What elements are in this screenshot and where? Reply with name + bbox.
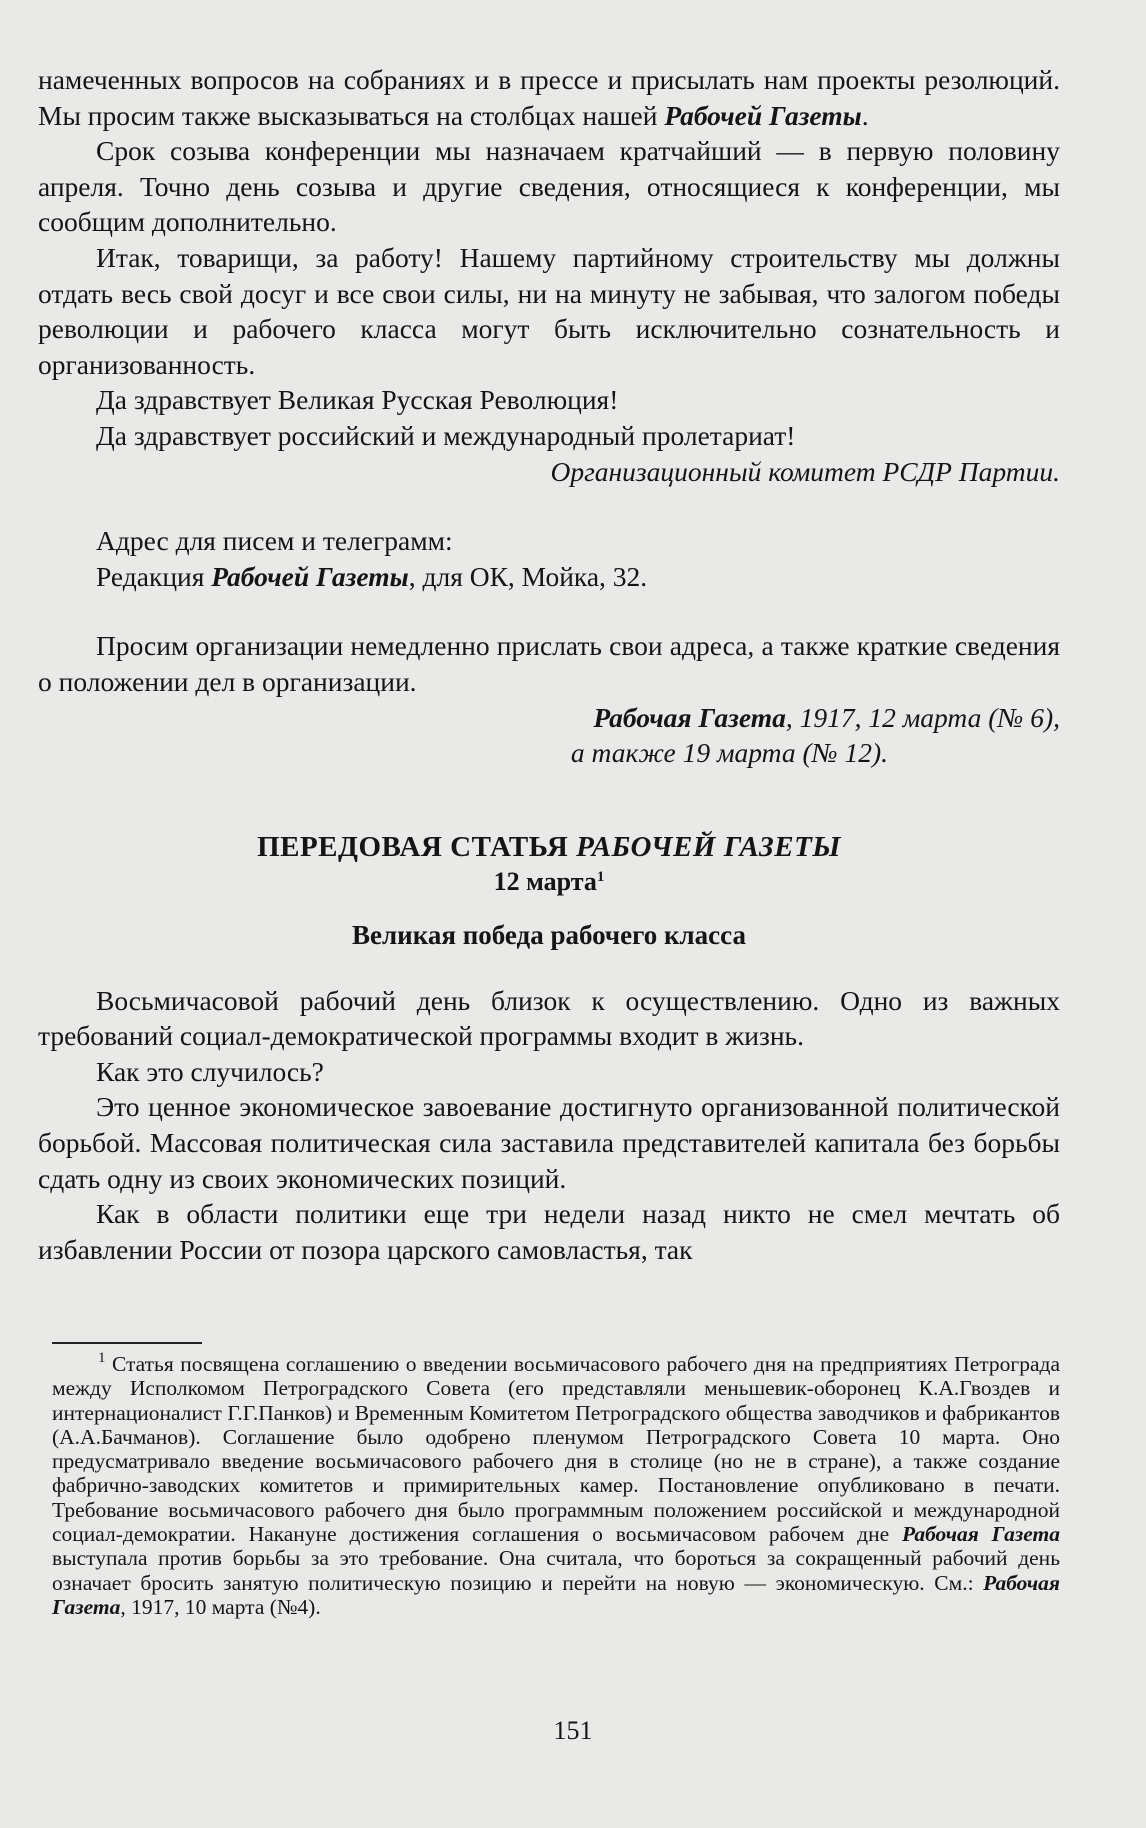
article-paragraph-1: Восьмичасовой рабочий день близок к осуществлению. Одно из важных требований социал-демократической программы входит в жизнь. xyxy=(38,984,1060,1052)
footnote-marker: 1 xyxy=(596,868,605,885)
source-citation-1: Рабочая Газета, 1917, 12 марта (№ 6), xyxy=(593,701,1060,733)
footnote-text: $^1$ Статья посвящена соглашению о введении восьмичасового рабочего дня на предприятиях Петрограда между Исполкомом Петроградского Совета (его представляли меньшевик-оборонец К.А.Гвоздев и интернационалист Г.Г.Панков) и Временным Комитетом Петроградского общества заводчиков и фабрикантов (А.А.Бачманов). Соглашение было одобрено пленумом Петроградского Совета 10 марта. Оно предусматривало введение восьмичасового рабочего дня в столице (но не в стране), а также создание фабрично-заводских комитетов и примирительных камер. Постановление опубликовано в печати. Требование восьмичасового рабочего дня было программным положением российской и международной социал-демократии. Накануне достижения соглашения о восьмичасовом рабочем дне Рабочая Газета выступала против борьбы за это требование. Она считала, что бороться за сокращенный рабочий день означает бросить занятую политическую позицию и перейти на новую — экономическую. См.: Рабочая Газета, 1917, 10 марта (№4). xyxy=(52,1350,1061,1619)
newspaper-title: Рабочей Газеты xyxy=(664,99,862,131)
article-date: 12 марта$^1$ xyxy=(493,866,605,896)
slogan-1: Да здравствует Великая Русская Революция! xyxy=(96,384,619,416)
source-citation-2: а также 19 марта (№ 12). xyxy=(570,737,888,769)
newspaper-title: Рабочая Газета xyxy=(593,701,786,733)
upper-text-block xyxy=(38,62,1060,1267)
address-label: Адрес для писем и телеграмм: xyxy=(96,525,453,557)
article-paragraph-2: Как это случилось? xyxy=(96,1055,324,1087)
article-subtitle: Великая победа рабочего класса xyxy=(352,919,746,950)
article-paragraph-3: Это ценное экономическое завоевание достигнуто организованной политической борьбой. Массовая политическая сила заставила представителей капитала без борьбы сдать одну из своих экономических позиций. xyxy=(38,1091,1060,1194)
page-number: 151 xyxy=(553,1716,593,1745)
newspaper-title: Рабочей Газеты xyxy=(211,560,409,592)
footnote-divider xyxy=(52,1342,202,1344)
signature: Организационный комитет РСДР Партии. xyxy=(550,455,1060,487)
footnote xyxy=(52,1352,1060,1619)
newspaper-title: Рабочая Газета xyxy=(902,1522,1061,1547)
intro-paragraph-3: Итак, товарищи, за работу! Нашему партийному строительству мы должны отдать весь свой досуг и все свои силы, ни на минуту не забывая, что залогом победы революции и рабочего класса могут быть исключительно сознательность и организованность. xyxy=(38,241,1060,380)
article-title: ПЕРЕДОВАЯ СТАТЬЯ РАБОЧЕЙ ГАЗЕТЫ xyxy=(257,830,841,863)
request-paragraph: Просим организации немедленно прислать свои адреса, а также краткие сведения о положении дел в организации. xyxy=(38,630,1060,697)
newspaper-title: Рабочая Газета xyxy=(52,1570,1060,1619)
article-paragraph-4: Как в области политики еще три недели назад никто не смел мечтать об избавлении России от позора царского самовластья, так xyxy=(38,1198,1060,1265)
slogan-2: Да здравствует российский и международный пролетариат! xyxy=(96,419,796,451)
footnote-number: 1 xyxy=(98,1350,106,1366)
intro-paragraph-2: Срок созыва конференции мы назначаем кратчайший — в первую половину апреля. Точно день созыва и другие сведения, относящиеся к конференции, мы сообщим дополнительно. xyxy=(38,135,1060,238)
intro-paragraph-1: намеченных вопросов на собраниях и в прессе и присылать нам проекты резолюций. Мы просим также высказываться на столбцах нашей Рабочей Газеты. xyxy=(38,64,1060,131)
address-line: Редакция Рабочей Газеты, для ОК, Мойка, 32. xyxy=(96,560,648,592)
